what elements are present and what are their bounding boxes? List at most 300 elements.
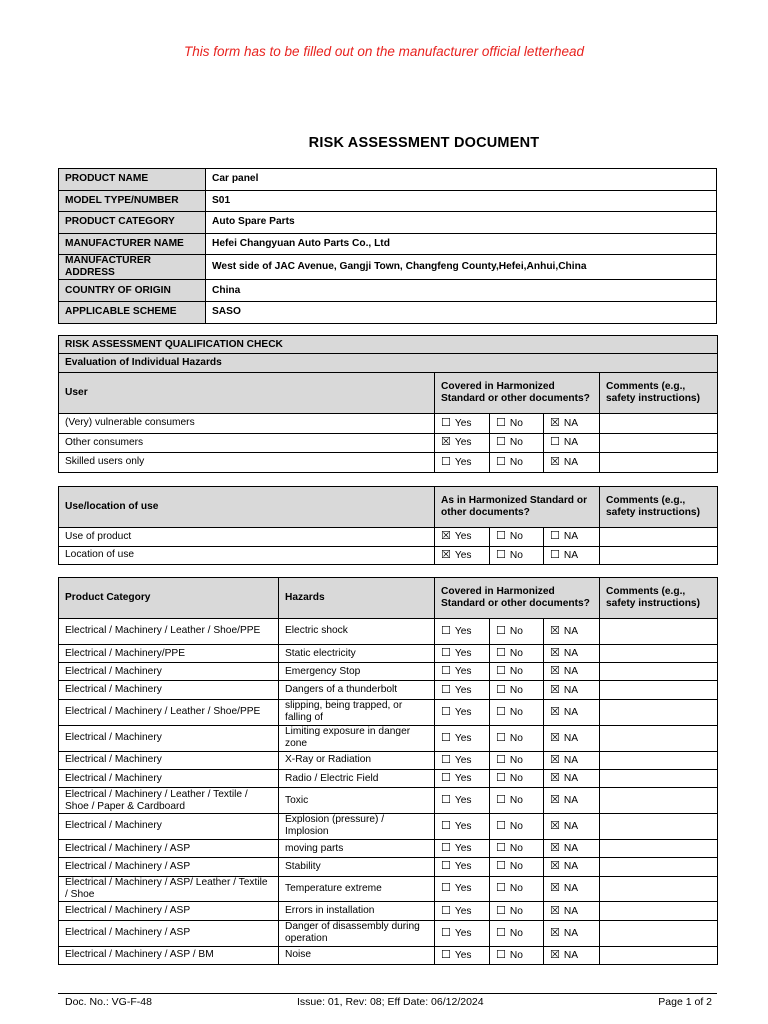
checkbox-box[interactable]: ☐	[496, 646, 506, 660]
comments-cell[interactable]	[600, 902, 718, 920]
hazard-name: slipping, being trapped, or falling of	[279, 699, 435, 725]
checkbox-box[interactable]: ☐	[550, 529, 560, 543]
comments-cell[interactable]	[600, 769, 718, 787]
checkbox-no[interactable]	[490, 433, 544, 453]
checkbox-label: Yes	[454, 456, 472, 468]
product-info-label: PRODUCT CATEGORY	[59, 212, 206, 234]
checkbox-label: No	[509, 773, 523, 784]
checkbox-na[interactable]	[544, 946, 600, 964]
checkbox-box[interactable]: ☐	[496, 771, 506, 784]
comments-cell[interactable]	[600, 619, 718, 645]
checkbox-label: No	[509, 732, 523, 744]
checkbox-na[interactable]	[544, 751, 600, 769]
checkbox-label: Yes	[454, 437, 472, 449]
checkbox-box[interactable]: ☐	[496, 435, 506, 449]
hazard-name: Danger of disassembly during operation	[279, 920, 435, 946]
checkbox-na[interactable]	[544, 453, 600, 473]
product-info-label: APPLICABLE SCHEME	[59, 301, 206, 323]
hazard-row	[59, 725, 718, 751]
checkbox-box[interactable]: ☐	[441, 925, 451, 939]
checkbox-box[interactable]: ☒	[550, 730, 560, 744]
checkbox-label: No	[509, 820, 523, 832]
checkbox-label: Yes	[454, 927, 472, 939]
product-info-value: China	[206, 280, 717, 302]
product-info-value: SASO	[206, 301, 717, 323]
checkbox-box[interactable]: ☒	[550, 704, 560, 718]
hazard-row	[59, 699, 718, 725]
checkbox-box[interactable]: ☐	[441, 771, 451, 784]
checkbox-box[interactable]: ☒	[550, 664, 560, 678]
checkbox-label: NA	[563, 549, 579, 561]
user-row	[59, 433, 718, 453]
checkbox-label: Yes	[454, 531, 472, 543]
checkbox-box[interactable]: ☐	[496, 623, 506, 637]
checkbox-yes[interactable]	[435, 788, 490, 814]
page-footer	[58, 993, 717, 1008]
checkbox-no[interactable]	[490, 619, 544, 645]
covered-column-header: Covered in Harmonized Standard or other documents?	[435, 373, 600, 414]
checkbox-label: Yes	[454, 949, 472, 961]
checkbox-na[interactable]	[544, 902, 600, 920]
checkbox-label: NA	[563, 927, 579, 939]
product-category: Electrical / Machinery / Leather / Shoe/PPE	[59, 619, 279, 645]
product-category: Electrical / Machinery	[59, 663, 279, 681]
checkbox-no[interactable]	[490, 858, 544, 876]
checkbox-yes[interactable]	[435, 946, 490, 964]
checkbox-label: NA	[563, 883, 579, 895]
checkbox-label: NA	[563, 820, 579, 832]
comments-cell[interactable]	[600, 433, 718, 453]
product-info-row	[59, 255, 717, 280]
checkbox-label: No	[509, 648, 523, 660]
checkbox-na[interactable]	[544, 528, 600, 547]
checkbox-yes[interactable]	[435, 839, 490, 857]
checkbox-box[interactable]: ☐	[496, 881, 506, 895]
checkbox-box[interactable]: ☒	[550, 793, 560, 807]
product-category: Electrical / Machinery / ASP	[59, 902, 279, 920]
product-category: Electrical / Machinery / Leather / Shoe/PPE	[59, 699, 279, 725]
user-type: Skilled users only	[59, 453, 435, 473]
comments-cell[interactable]	[600, 858, 718, 876]
product-info-row	[59, 190, 717, 212]
checkbox-no[interactable]	[490, 725, 544, 751]
checkbox-label: No	[509, 706, 523, 718]
checkbox-no[interactable]	[490, 681, 544, 699]
checkbox-box[interactable]: ☐	[441, 454, 451, 468]
checkbox-no[interactable]	[490, 814, 544, 840]
product-info-table	[58, 168, 717, 324]
checkbox-yes[interactable]	[435, 751, 490, 769]
product-info-row	[59, 233, 717, 255]
checkbox-label: No	[509, 861, 523, 873]
checkbox-box[interactable]: ☐	[496, 903, 506, 917]
hazard-row	[59, 920, 718, 946]
user-column-header: User	[59, 373, 435, 414]
checkbox-label: NA	[563, 843, 579, 855]
checkbox-box[interactable]: ☒	[550, 841, 560, 855]
user-type: Other consumers	[59, 433, 435, 453]
checkbox-no[interactable]	[490, 751, 544, 769]
product-category: Electrical / Machinery / ASP/ Leather / Textile / Shoe	[59, 876, 279, 902]
checkbox-na[interactable]	[544, 788, 600, 814]
checkbox-label: No	[509, 883, 523, 895]
checkbox-yes[interactable]	[435, 814, 490, 840]
checkbox-label: No	[509, 666, 523, 678]
checkbox-no[interactable]	[490, 769, 544, 787]
hazard-row	[59, 839, 718, 857]
checkbox-na[interactable]	[544, 920, 600, 946]
product-category: Electrical / Machinery / ASP / BM	[59, 946, 279, 964]
comments-cell[interactable]	[600, 414, 718, 434]
checkbox-box[interactable]: ☐	[550, 435, 560, 449]
checkbox-box[interactable]: ☒	[550, 646, 560, 660]
checkbox-box[interactable]: ☐	[441, 730, 451, 744]
qualification-subheading: Evaluation of Individual Hazards	[59, 354, 718, 373]
checkbox-label: Yes	[454, 732, 472, 744]
checkbox-no[interactable]	[490, 902, 544, 920]
product-category: Electrical / Machinery/PPE	[59, 644, 279, 662]
qualification-heading: RISK ASSESSMENT QUALIFICATION CHECK	[59, 336, 718, 354]
checkbox-box[interactable]: ☐	[496, 793, 506, 807]
comments-column-header: Comments (e.g., safety instructions)	[600, 578, 718, 619]
checkbox-no[interactable]	[490, 663, 544, 681]
checkbox-box[interactable]: ☒	[550, 947, 560, 961]
use-row	[59, 546, 718, 565]
checkbox-box[interactable]: ☐	[441, 859, 451, 873]
checkbox-no[interactable]	[490, 453, 544, 473]
checkbox-label: Yes	[454, 706, 472, 718]
product-category: Electrical / Machinery	[59, 769, 279, 787]
checkbox-na[interactable]	[544, 769, 600, 787]
checkbox-box[interactable]: ☐	[496, 841, 506, 855]
product-category: Electrical / Machinery	[59, 725, 279, 751]
checkbox-label: No	[509, 795, 523, 807]
checkbox-label: NA	[563, 456, 579, 468]
checkbox-box[interactable]: ☐	[441, 818, 451, 832]
checkbox-box[interactable]: ☐	[496, 682, 506, 696]
hazard-row	[59, 946, 718, 964]
checkbox-yes[interactable]	[435, 414, 490, 434]
checkbox-na[interactable]	[544, 414, 600, 434]
hazard-name: X-Ray or Radiation	[279, 751, 435, 769]
comments-cell[interactable]	[600, 725, 718, 751]
comments-column-header: Comments (e.g., safety instructions)	[600, 487, 718, 528]
hazard-row	[59, 644, 718, 662]
comments-cell[interactable]	[600, 546, 718, 565]
checkbox-box[interactable]: ☒	[550, 623, 560, 637]
checkbox-label: No	[509, 549, 523, 561]
hazards-table	[58, 577, 718, 965]
checkbox-box[interactable]: ☒	[550, 454, 560, 468]
checkbox-yes[interactable]	[435, 725, 490, 751]
checkbox-yes[interactable]	[435, 528, 490, 547]
product-info-label: PRODUCT NAME	[59, 169, 206, 191]
checkbox-box[interactable]: ☒	[441, 529, 451, 543]
use-type: Use of product	[59, 528, 435, 547]
comments-column-header: Comments (e.g., safety instructions)	[600, 373, 718, 414]
hazard-name: Radio / Electric Field	[279, 769, 435, 787]
comments-cell[interactable]	[600, 814, 718, 840]
checkbox-label: NA	[563, 437, 579, 449]
product-info-value: Hefei Changyuan Auto Parts Co., Ltd	[206, 233, 717, 255]
hazard-name: Errors in installation	[279, 902, 435, 920]
checkbox-box[interactable]: ☐	[441, 646, 451, 660]
checkbox-label: NA	[563, 795, 579, 807]
checkbox-yes[interactable]	[435, 644, 490, 662]
hazard-row	[59, 681, 718, 699]
checkbox-yes[interactable]	[435, 902, 490, 920]
checkbox-box[interactable]: ☐	[441, 841, 451, 855]
checkbox-yes[interactable]	[435, 453, 490, 473]
checkbox-no[interactable]	[490, 546, 544, 565]
checkbox-label: NA	[563, 417, 579, 429]
checkbox-box[interactable]: ☐	[496, 415, 506, 429]
checkbox-box[interactable]: ☒	[550, 682, 560, 696]
product-category: Electrical / Machinery	[59, 751, 279, 769]
checkbox-label: No	[509, 684, 523, 696]
hazard-row	[59, 814, 718, 840]
document-title: RISK ASSESSMENT DOCUMENT	[308, 135, 540, 151]
checkbox-label: Yes	[454, 754, 472, 766]
checkbox-box[interactable]: ☐	[441, 415, 451, 429]
comments-cell[interactable]	[600, 644, 718, 662]
covered-column-header: Covered in Harmonized Standard or other documents?	[435, 578, 600, 619]
hazard-row	[59, 619, 718, 645]
use-location-table	[58, 486, 718, 565]
product-info-row	[59, 169, 717, 191]
checkbox-na[interactable]	[544, 858, 600, 876]
checkbox-na[interactable]	[544, 663, 600, 681]
user-row	[59, 453, 718, 473]
product-info-row	[59, 212, 717, 234]
checkbox-label: No	[509, 927, 523, 939]
product-info-value: Car panel	[206, 169, 717, 191]
comments-cell[interactable]	[600, 528, 718, 547]
checkbox-box[interactable]: ☐	[441, 704, 451, 718]
checkbox-na[interactable]	[544, 839, 600, 857]
checkbox-na[interactable]	[544, 681, 600, 699]
product-info-label: MODEL TYPE/NUMBER	[59, 190, 206, 212]
product-info-label: COUNTRY OF ORIGIN	[59, 280, 206, 302]
product-category: Electrical / Machinery / Leather / Textile / Shoe / Paper & Cardboard	[59, 788, 279, 814]
checkbox-no[interactable]	[490, 788, 544, 814]
hazard-name: Temperature extreme	[279, 876, 435, 902]
footer-doc-number: Doc. No.: VG-F-48	[65, 996, 152, 1008]
checkbox-box[interactable]: ☐	[496, 547, 506, 561]
checkbox-box[interactable]: ☐	[496, 818, 506, 832]
checkbox-label: Yes	[454, 648, 472, 660]
checkbox-na[interactable]	[544, 876, 600, 902]
checkbox-label: Yes	[454, 549, 472, 561]
hazard-name: Noise	[279, 946, 435, 964]
checkbox-label: NA	[563, 949, 579, 961]
checkbox-box[interactable]: ☒	[550, 752, 560, 766]
comments-cell[interactable]	[600, 663, 718, 681]
checkbox-yes[interactable]	[435, 681, 490, 699]
checkbox-label: Yes	[454, 820, 472, 832]
checkbox-label: NA	[563, 625, 579, 637]
checkbox-na[interactable]	[544, 619, 600, 645]
checkbox-label: Yes	[454, 684, 472, 696]
checkbox-box[interactable]: ☒	[550, 881, 560, 895]
footer-issue-info: Issue: 01, Rev: 08; Eff Date: 06/12/2024	[297, 996, 484, 1008]
checkbox-na[interactable]	[544, 699, 600, 725]
hazard-name: Toxic	[279, 788, 435, 814]
checkbox-box[interactable]: ☒	[550, 925, 560, 939]
comments-cell[interactable]	[600, 788, 718, 814]
comments-cell[interactable]	[600, 681, 718, 699]
hazards-column-header: Hazards	[279, 578, 435, 619]
checkbox-na[interactable]	[544, 725, 600, 751]
checkbox-yes[interactable]	[435, 876, 490, 902]
checkbox-box[interactable]: ☒	[550, 903, 560, 917]
checkbox-box[interactable]: ☐	[496, 752, 506, 766]
hazard-name: Dangers of a thunderbolt	[279, 681, 435, 699]
user-row	[59, 414, 718, 434]
checkbox-no[interactable]	[490, 876, 544, 902]
checkbox-yes[interactable]	[435, 546, 490, 565]
product-category: Electrical / Machinery / ASP	[59, 839, 279, 857]
checkbox-box[interactable]: ☐	[441, 752, 451, 766]
checkbox-label: NA	[563, 531, 579, 543]
checkbox-label: Yes	[454, 883, 472, 895]
hazard-row	[59, 858, 718, 876]
checkbox-box[interactable]: ☒	[441, 435, 451, 449]
hazard-row	[59, 902, 718, 920]
comments-cell[interactable]	[600, 839, 718, 857]
checkbox-label: NA	[563, 648, 579, 660]
hazard-row	[59, 788, 718, 814]
hazard-row	[59, 663, 718, 681]
checkbox-label: Yes	[454, 861, 472, 873]
checkbox-box[interactable]: ☐	[441, 623, 451, 637]
hazard-name: Explosion (pressure) / Implosion	[279, 814, 435, 840]
hazard-row	[59, 876, 718, 902]
checkbox-no[interactable]	[490, 414, 544, 434]
hazard-row	[59, 751, 718, 769]
checkbox-label: Yes	[454, 795, 472, 807]
checkbox-box[interactable]: ☐	[441, 793, 451, 807]
use-column-header: Use/location of use	[59, 487, 435, 528]
letterhead-notice: This form has to be filled out on the manufacturer official letterhead	[184, 44, 584, 59]
checkbox-label: NA	[563, 905, 579, 917]
checkbox-box[interactable]: ☒	[550, 771, 560, 784]
checkbox-box[interactable]: ☒	[550, 415, 560, 429]
checkbox-label: No	[509, 456, 523, 468]
hazard-name: Electric shock	[279, 619, 435, 645]
checkbox-label: Yes	[454, 843, 472, 855]
checkbox-box[interactable]: ☒	[550, 859, 560, 873]
qualification-check-table	[58, 335, 718, 473]
checkbox-yes[interactable]	[435, 858, 490, 876]
checkbox-yes[interactable]	[435, 433, 490, 453]
comments-cell[interactable]	[600, 946, 718, 964]
hazard-name: Limiting exposure in danger zone	[279, 725, 435, 751]
checkbox-label: Yes	[454, 417, 472, 429]
checkbox-na[interactable]	[544, 546, 600, 565]
product-category: Electrical / Machinery / ASP	[59, 920, 279, 946]
comments-cell[interactable]	[600, 453, 718, 473]
checkbox-yes[interactable]	[435, 619, 490, 645]
user-type: (Very) vulnerable consumers	[59, 414, 435, 434]
checkbox-box[interactable]: ☐	[496, 730, 506, 744]
product-info-row	[59, 280, 717, 302]
product-info-label: MANUFACTURER ADDRESS	[59, 255, 206, 280]
checkbox-label: No	[509, 949, 523, 961]
checkbox-box[interactable]: ☐	[550, 547, 560, 561]
comments-cell[interactable]	[600, 699, 718, 725]
checkbox-no[interactable]	[490, 920, 544, 946]
checkbox-label: No	[509, 417, 523, 429]
checkbox-box[interactable]: ☐	[496, 925, 506, 939]
comments-cell[interactable]	[600, 751, 718, 769]
checkbox-no[interactable]	[490, 699, 544, 725]
comments-cell[interactable]	[600, 876, 718, 902]
checkbox-label: NA	[563, 754, 579, 766]
product-info-value: Auto Spare Parts	[206, 212, 717, 234]
checkbox-box[interactable]: ☐	[441, 682, 451, 696]
product-category: Electrical / Machinery / ASP	[59, 858, 279, 876]
checkbox-yes[interactable]	[435, 920, 490, 946]
checkbox-label: NA	[563, 706, 579, 718]
checkbox-box[interactable]: ☐	[496, 454, 506, 468]
checkbox-na[interactable]	[544, 644, 600, 662]
checkbox-label: No	[509, 531, 523, 543]
checkbox-na[interactable]	[544, 433, 600, 453]
checkbox-yes[interactable]	[435, 699, 490, 725]
checkbox-label: No	[509, 905, 523, 917]
hazard-name: Emergency Stop	[279, 663, 435, 681]
comments-cell[interactable]	[600, 920, 718, 946]
checkbox-box[interactable]: ☐	[496, 859, 506, 873]
checkbox-yes[interactable]	[435, 769, 490, 787]
checkbox-label: NA	[563, 861, 579, 873]
checkbox-box[interactable]: ☐	[441, 664, 451, 678]
checkbox-label: No	[509, 625, 523, 637]
use-type: Location of use	[59, 546, 435, 565]
checkbox-box[interactable]: ☐	[441, 947, 451, 961]
hazard-name: Stability	[279, 858, 435, 876]
checkbox-yes[interactable]	[435, 663, 490, 681]
checkbox-na[interactable]	[544, 814, 600, 840]
checkbox-label: NA	[563, 666, 579, 678]
use-row	[59, 528, 718, 547]
checkbox-box[interactable]: ☐	[441, 881, 451, 895]
checkbox-box[interactable]: ☒	[550, 818, 560, 832]
product-info-label: MANUFACTURER NAME	[59, 233, 206, 255]
checkbox-label: No	[509, 843, 523, 855]
hazard-name: Static electricity	[279, 644, 435, 662]
checkbox-box[interactable]: ☒	[441, 547, 451, 561]
checkbox-no[interactable]	[490, 946, 544, 964]
checkbox-label: No	[509, 754, 523, 766]
checkbox-label: Yes	[454, 773, 472, 784]
checkbox-box[interactable]: ☐	[496, 947, 506, 961]
product-info-row	[59, 301, 717, 323]
checkbox-no[interactable]	[490, 528, 544, 547]
checkbox-no[interactable]	[490, 839, 544, 857]
hazard-row	[59, 769, 718, 787]
checkbox-no[interactable]	[490, 644, 544, 662]
checkbox-box[interactable]: ☐	[441, 903, 451, 917]
checkbox-box[interactable]: ☐	[496, 529, 506, 543]
product-category: Electrical / Machinery	[59, 681, 279, 699]
checkbox-label: NA	[563, 732, 579, 744]
checkbox-box[interactable]: ☐	[496, 704, 506, 718]
checkbox-label: No	[509, 437, 523, 449]
checkbox-box[interactable]: ☐	[496, 664, 506, 678]
as-in-standard-column-header: As in Harmonized Standard or other documents?	[435, 487, 600, 528]
